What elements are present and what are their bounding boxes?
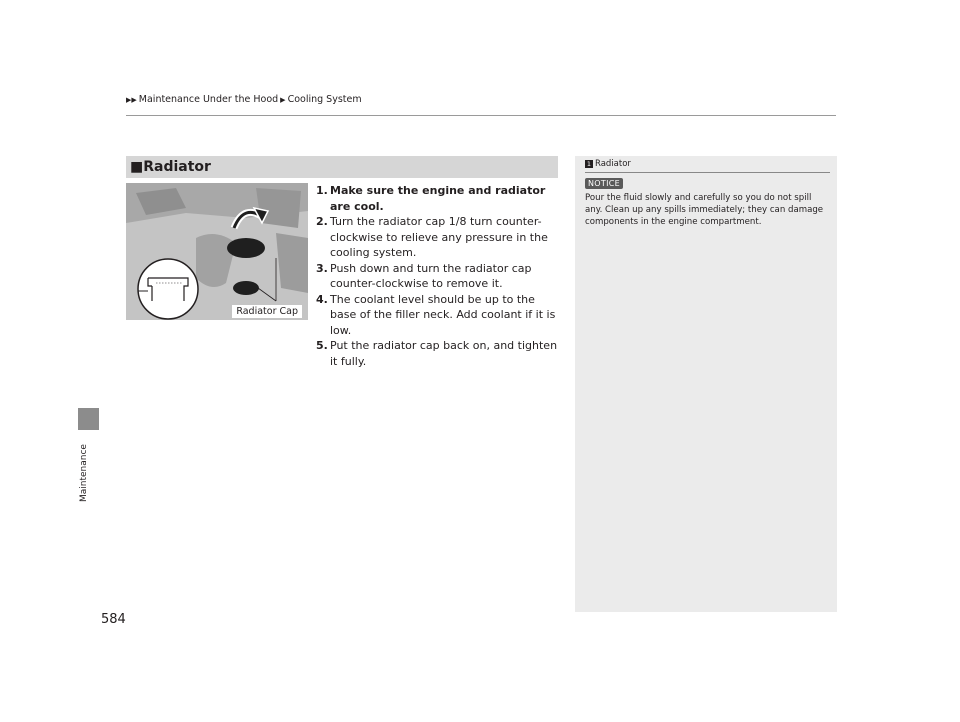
breadcrumb-level2[interactable]: Cooling System bbox=[287, 94, 362, 105]
step-item bbox=[316, 214, 560, 261]
section-title-text: Radiator bbox=[143, 159, 211, 175]
note-divider bbox=[585, 172, 830, 173]
step-number: 2. bbox=[316, 215, 328, 228]
step-number: 3. bbox=[316, 261, 328, 275]
side-tab-label: Maintenance bbox=[79, 444, 89, 502]
step-text: Make sure the engine and radiator are cool. bbox=[330, 184, 546, 213]
breadcrumb-level1[interactable]: Maintenance Under the Hood bbox=[138, 94, 279, 105]
step-item bbox=[316, 338, 560, 369]
step-number: 5. bbox=[316, 339, 328, 352]
breadcrumb-arrow-icon: ▶ bbox=[280, 95, 286, 104]
step-text: Turn the radiator cap 1/8 turn counter-clockwise to relieve any pressure in the cooling system. bbox=[330, 215, 548, 259]
notice-badge: NOTICE bbox=[585, 178, 623, 189]
step-item bbox=[316, 183, 560, 214]
procedure-steps bbox=[316, 183, 560, 369]
section-header bbox=[126, 156, 558, 178]
radiator-cap-callout: Radiator Cap bbox=[232, 305, 302, 318]
note-heading-text: Radiator bbox=[595, 159, 631, 169]
engine-bay-drawing bbox=[126, 183, 308, 320]
step-text: The coolant level should be up to the base of the filler neck. Add coolant if it is low. bbox=[330, 292, 556, 337]
step-text: Put the radiator cap back on, and tighten it fully. bbox=[330, 339, 558, 368]
header-divider bbox=[126, 115, 836, 116]
section-bullet: ■ bbox=[130, 159, 144, 175]
step-item bbox=[316, 292, 560, 339]
step-number: 4. bbox=[316, 292, 328, 306]
engine-illustration bbox=[126, 183, 308, 320]
notes-sidebar bbox=[575, 156, 837, 612]
section-title bbox=[130, 159, 211, 175]
note-heading bbox=[585, 159, 631, 169]
side-tab-marker bbox=[78, 408, 99, 430]
breadcrumb-arrow-icon: ▶▶ bbox=[126, 95, 137, 104]
step-text: Push down and turn the radiator cap counter-clockwise to remove it. bbox=[330, 261, 532, 290]
step-number: 1. bbox=[316, 184, 328, 197]
page-number: 584 bbox=[101, 612, 126, 627]
reference-number-icon: 1 bbox=[586, 160, 592, 168]
breadcrumb bbox=[126, 94, 362, 105]
step-item bbox=[316, 261, 560, 292]
notice-text: Pour the fluid slowly and carefully so you do not spill any. Clean up any spills immediately; they can damage components in the engine compartment. bbox=[585, 193, 824, 227]
